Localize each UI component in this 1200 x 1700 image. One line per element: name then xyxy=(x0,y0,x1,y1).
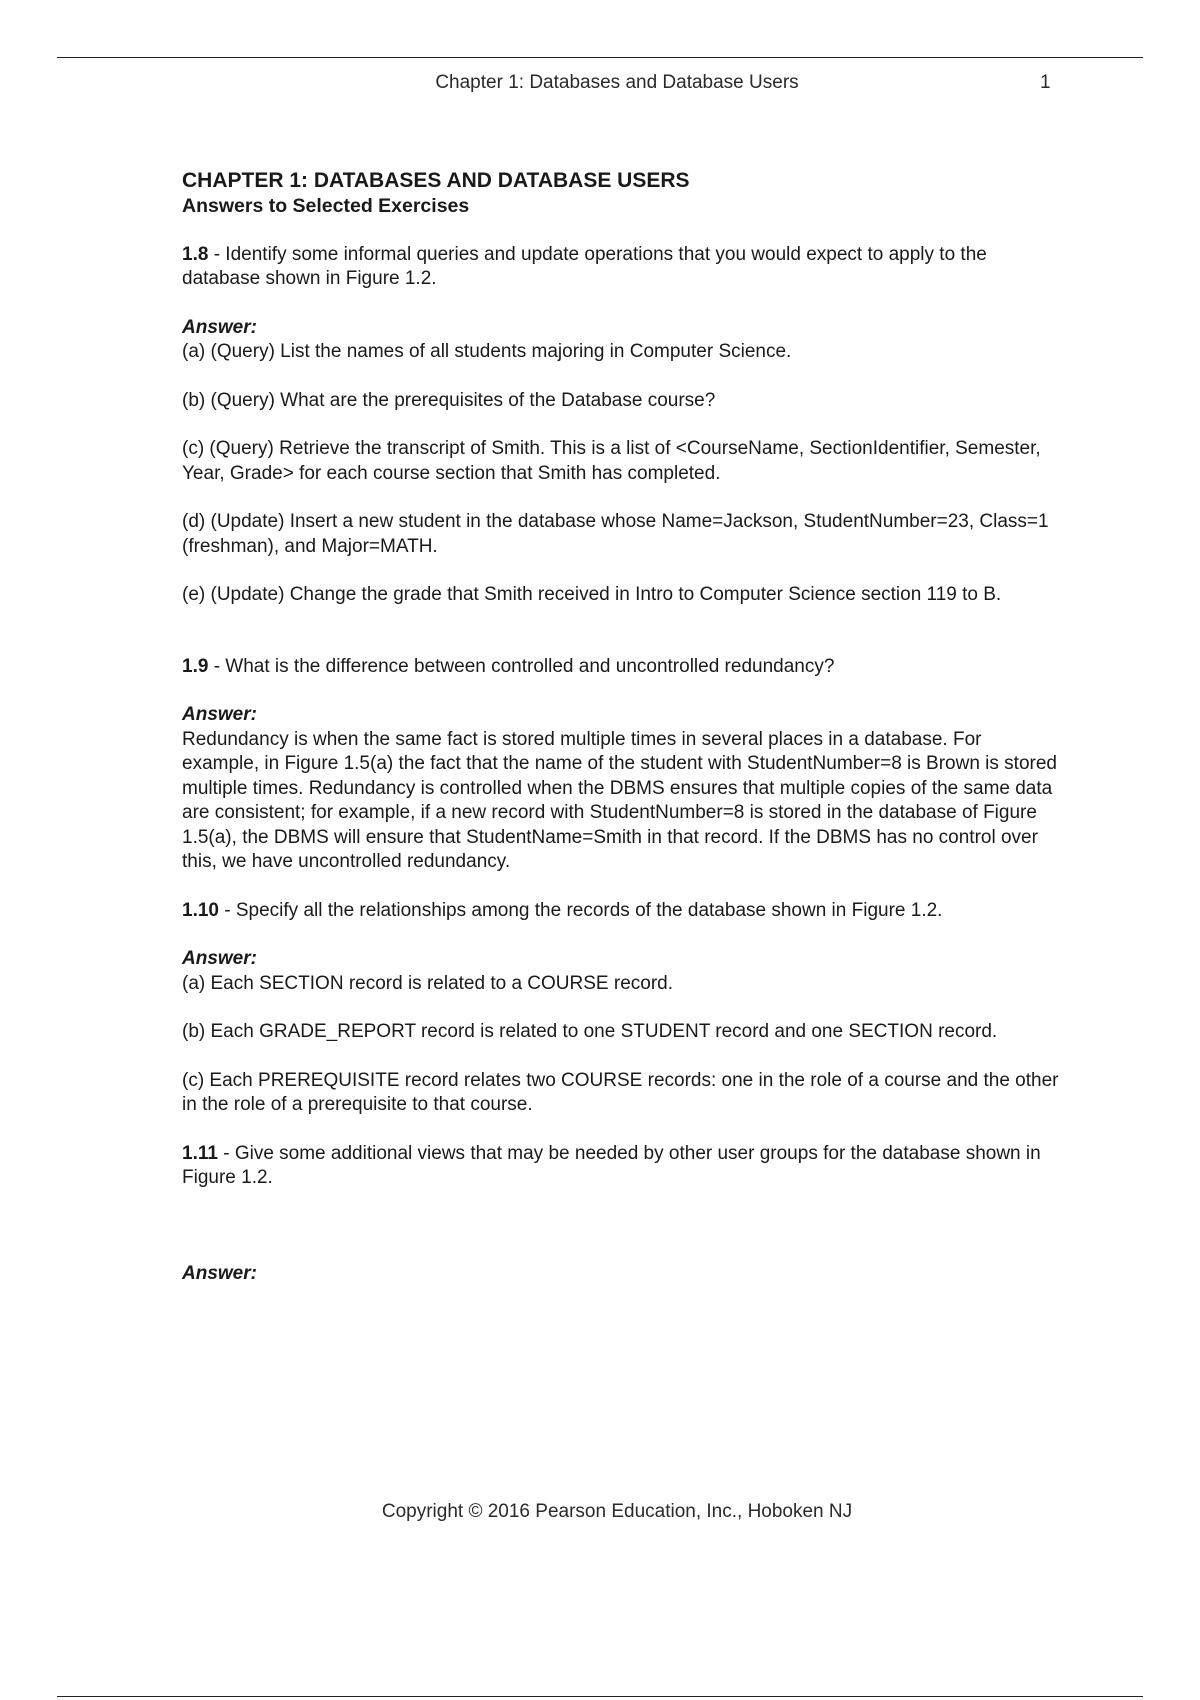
answer-label: Answer: xyxy=(182,1262,257,1284)
question-number: 1.9 xyxy=(182,655,209,677)
answer-item: (d) (Update) Insert a new student in the database whose Name=Jackson, StudentNumber=23, Class=1 (freshman), and Major=MATH. xyxy=(182,511,1049,557)
question-text: - Identify some informal queries and update operations that you would expect to apply to the database shown in Figure 1.2. xyxy=(182,243,987,289)
question-1-9 xyxy=(182,655,1062,680)
question-text: - Give some additional views that may be needed by other user groups for the database shown in Figure 1.2. xyxy=(182,1142,1041,1188)
footer-rule xyxy=(57,1696,1143,1697)
answer-item: (c) (Query) Retrieve the transcript of Smith. This is a list of <CourseName, SectionIdentifier, Semester, Year, Grade> for each course section that Smith has completed. xyxy=(182,438,1041,484)
answer-item: (c) Each PREREQUISITE record relates two COURSE records: one in the role of a course and the other in the role of a prerequisite to that course. xyxy=(182,1069,1059,1115)
answer-item: (a) (Query) List the names of all students majoring in Computer Science. xyxy=(182,341,792,362)
answer-item: (a) Each SECTION record is related to a COURSE record. xyxy=(182,972,673,994)
answer-item: (b) Each GRADE_REPORT record is related to one STUDENT record and one SECTION record. xyxy=(182,1021,998,1042)
answer-label: Answer: xyxy=(182,316,257,338)
answer-paragraph: Redundancy is when the same fact is stored multiple times in several places in a database. For example, in Figure 1.5(a) the fact that the name of the student with StudentNumber=8 is Brown is stored multiple times. Redundancy is controlled when the DBMS ensures that multiple copies of the same data are consistent; for example, if a new record with StudentNumber=8 is stored in the database of Figure 1.5(a), the DBMS will ensure that StudentName=Smith in that record. If the DBMS has no control over this, we have uncontrolled redundancy. xyxy=(182,728,1057,872)
question-1-11 xyxy=(182,1142,1062,1191)
answer-item: (e) (Update) Change the grade that Smith received in Intro to Computer Science section 119 to B. xyxy=(182,584,1002,605)
answer-item: (b) (Query) What are the prerequisites of the Database course? xyxy=(182,389,716,411)
chapter-title: CHAPTER 1: DATABASES AND DATABASE USERS xyxy=(182,169,690,192)
question-text: - Specify all the relationships among the records of the database shown in Figure 1.2. xyxy=(218,899,943,921)
question-number: 1.11 xyxy=(182,1142,218,1164)
question-number: 1.10 xyxy=(182,899,219,921)
section-title: Answers to Selected Exercises xyxy=(182,195,470,217)
page-content xyxy=(182,168,1062,1286)
question-text: - What is the difference between controlled and uncontrolled redundancy? xyxy=(208,655,835,677)
question-1-8 xyxy=(182,243,1062,292)
question-number: 1.8 xyxy=(182,243,209,265)
answer-label: Answer: xyxy=(182,704,257,725)
running-title: Chapter 1: Databases and Database Users xyxy=(435,72,799,93)
header-rule xyxy=(57,57,1143,58)
page-number: 1 xyxy=(1040,72,1051,93)
copyright-footer: Copyright © 2016 Pearson Education, Inc., Hoboken NJ xyxy=(381,1501,853,1522)
answer-label: Answer: xyxy=(182,948,257,969)
question-1-10 xyxy=(182,899,1062,924)
